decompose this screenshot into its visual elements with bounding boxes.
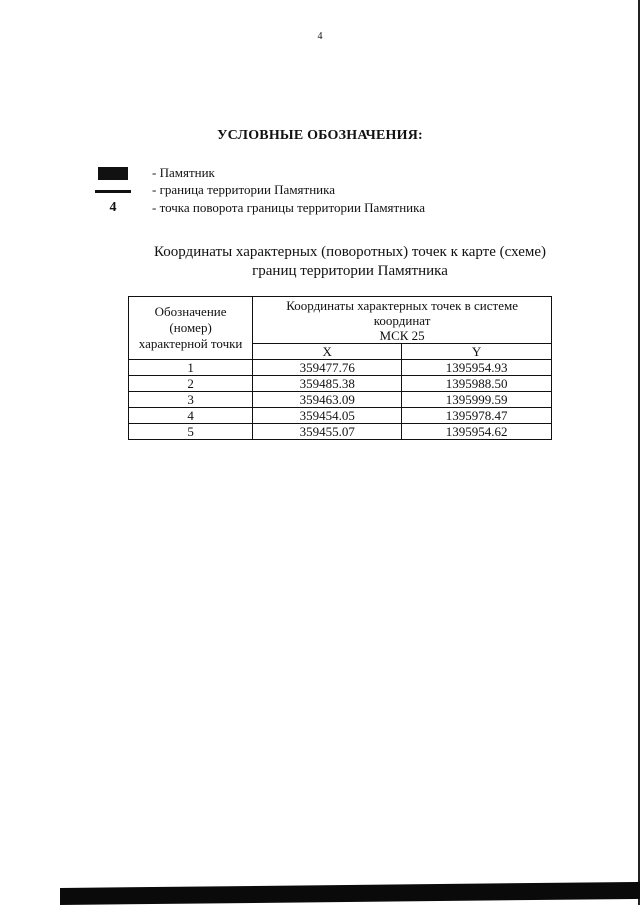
legend-title: УСЛОВНЫЕ ОБОЗНАЧЕНИЯ: (217, 128, 423, 143)
y-cell: 1395954.62 (402, 424, 552, 440)
x-cell: 359454.05 (253, 408, 402, 424)
coordinates-title-line1: Координаты характерных (поворотных) точек к карте (схеме) (154, 244, 546, 260)
x-cell: 359455.07 (253, 424, 402, 440)
legend-item-turning-point (94, 199, 425, 217)
boundary-line-icon (94, 181, 132, 199)
system-header-line1: Координаты характерных точек в системе (286, 298, 518, 313)
point-cell: 1 (129, 360, 253, 376)
monument-symbol-icon (94, 164, 132, 182)
coordinates-title-line2: границ территории Памятника (252, 263, 448, 279)
point-cell: 4 (129, 408, 253, 424)
table-row (129, 424, 552, 440)
legend-label: - Памятник (152, 165, 215, 180)
coordinates-table (128, 296, 552, 440)
legend-item-monument (94, 164, 215, 182)
page-number: 4 (317, 31, 323, 42)
point-cell: 3 (129, 392, 253, 408)
turning-point-icon (94, 199, 132, 217)
y-cell: 1395954.93 (402, 360, 552, 376)
point-header: Обозначение (номер) характерной точки (129, 297, 253, 360)
y-cell: 1395988.50 (402, 376, 552, 392)
table-header-row (129, 297, 552, 344)
y-cell: 1395978.47 (402, 408, 552, 424)
system-header-line2: координат (373, 313, 431, 328)
x-cell: 359477.76 (253, 360, 402, 376)
turning-point-symbol: 4 (109, 200, 117, 215)
system-header-line3: МСК 25 (379, 328, 425, 343)
table-row (129, 360, 552, 376)
legend-label: - граница территории Памятника (152, 182, 336, 197)
y-header: Y (402, 344, 552, 360)
x-cell: 359463.09 (253, 392, 402, 408)
point-cell: 5 (129, 424, 253, 440)
point-cell: 2 (129, 376, 253, 392)
x-header: X (253, 344, 402, 360)
x-cell: 359485.38 (253, 376, 402, 392)
table-row (129, 392, 552, 408)
system-header (253, 297, 552, 344)
legend-item-boundary (94, 181, 335, 199)
legend-label: - точка поворота границы территории Памятника (152, 200, 426, 215)
table-row (129, 376, 552, 392)
y-cell: 1395999.59 (402, 392, 552, 408)
coordinates-title (0, 243, 640, 281)
scan-bottom-shadow (60, 882, 640, 905)
table-row (129, 408, 552, 424)
